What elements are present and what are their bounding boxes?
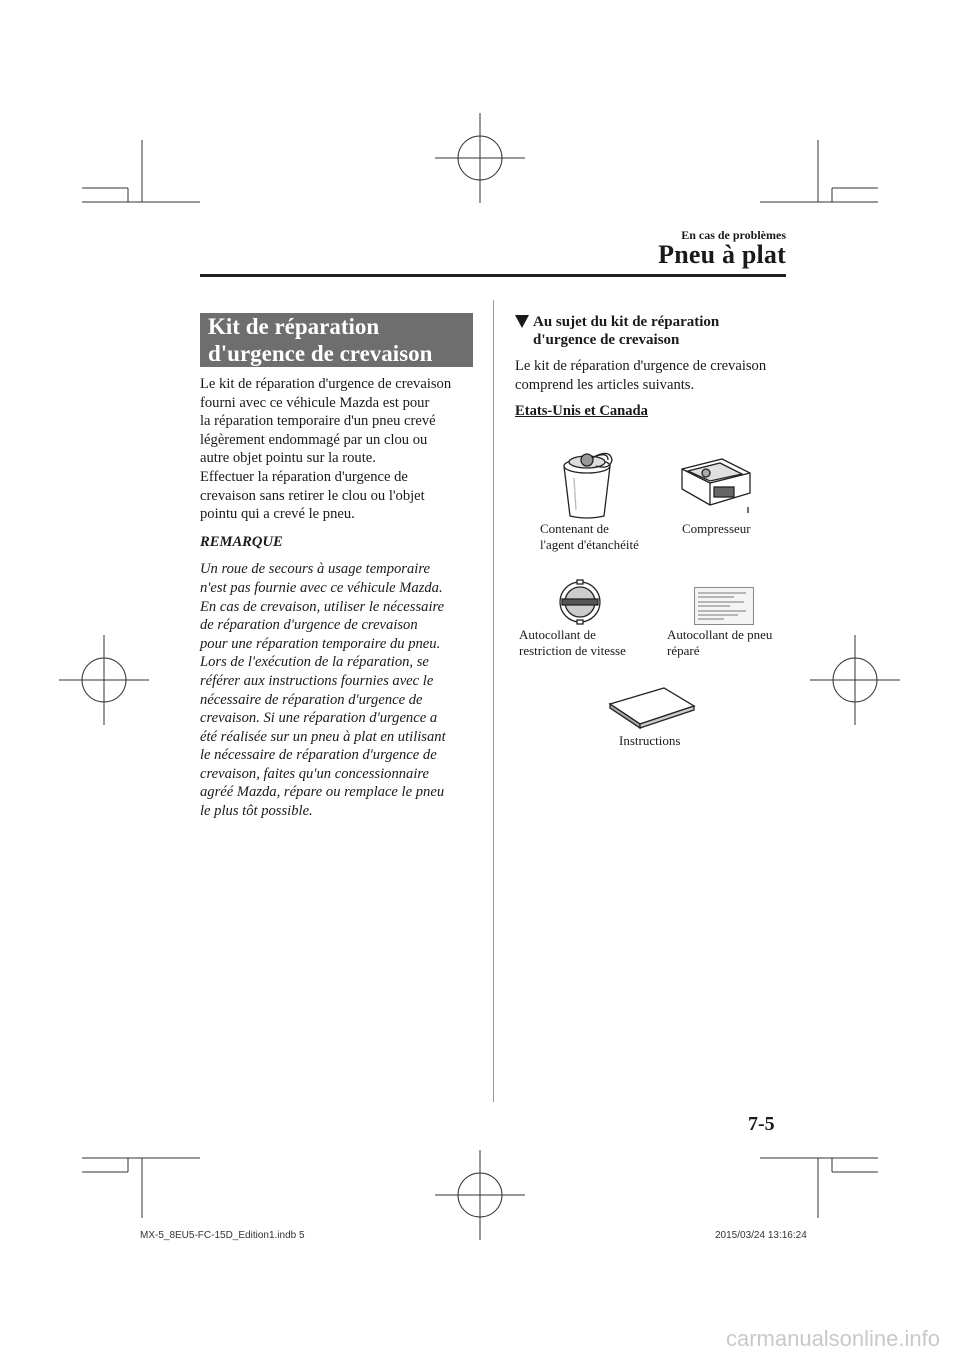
region-label: Etats-Unis et Canada bbox=[515, 403, 648, 419]
page-title: Pneu à plat bbox=[658, 240, 786, 269]
subsection-heading bbox=[515, 313, 785, 349]
speed-restriction-sticker-icon bbox=[556, 578, 604, 626]
repaired-tire-sticker-icon bbox=[694, 587, 754, 625]
subsection-heading-line1: Au sujet du kit de réparation bbox=[533, 314, 720, 330]
instructions-booklet-icon bbox=[608, 684, 696, 730]
note-label: REMARQUE bbox=[200, 533, 283, 550]
subsection-heading-line2: d'urgence de crevaison bbox=[533, 332, 680, 348]
sealant-container-icon bbox=[552, 448, 622, 520]
left-body bbox=[200, 375, 480, 821]
print-file-name: MX-5_8EU5-FC-15D_Edition1.indb 5 bbox=[140, 1230, 305, 1241]
watermark: carmanualsonline.info bbox=[725, 1326, 940, 1351]
section-heading bbox=[200, 313, 473, 367]
triangle-bullet-icon bbox=[515, 315, 529, 328]
caption-speed-restriction-sticker: Autocollant de restriction de vitesse bbox=[519, 627, 626, 658]
section-label: En cas de problèmes bbox=[681, 228, 786, 242]
section-heading-line2: d'urgence de crevaison bbox=[208, 341, 433, 366]
intro-paragraph: Le kit de réparation d'urgence de crevaison fourni avec ce véhicule Mazda est pour la réparation temporaire d'un pneu crevé légèrement endommagé par un clou ou autre objet pointu sur la route. Effectuer la réparation d'urgence de crevaison sans retirer le clou ou l'objet pointu qui a crevé le pneu. bbox=[200, 376, 452, 523]
caption-repaired-tire-sticker: Autocollant de pneu réparé bbox=[667, 627, 773, 658]
caption-sealant-container: Contenant de l'agent d'étanchéité bbox=[540, 521, 639, 552]
page-number: 7-5 bbox=[748, 1113, 775, 1135]
compressor-icon bbox=[678, 455, 754, 517]
section-heading-line1: Kit de réparation bbox=[208, 314, 380, 339]
caption-instructions: Instructions bbox=[619, 733, 681, 748]
column-divider bbox=[493, 300, 494, 1102]
note-text: Un roue de secours à usage temporaire n'est pas fournie avec ce véhicule Mazda. En cas de crevaison, utiliser le nécessaire de réparation d'urgence de crevaison pour une réparation temporaire du pneu. Lors de l'exécution de la réparation, se référer aux instructions fournies avec le nécessaire de réparation d'urgence de crevaison. Si une réparation d'urgence a été réalisée sur un pneu à plat en utilisant le nécessaire de réparation d'urgence de crevaison, faites qu'un concessionnaire agréé Mazda, répare ou remplace le pneu le plus tôt possible. bbox=[200, 561, 446, 820]
print-timestamp: 2015/03/24 13:16:24 bbox=[715, 1230, 807, 1241]
header-rule bbox=[200, 274, 786, 277]
kit-intro: Le kit de réparation d'urgence de crevaison comprend les articles suivants. bbox=[515, 358, 767, 393]
caption-compressor: Compresseur bbox=[682, 521, 751, 536]
